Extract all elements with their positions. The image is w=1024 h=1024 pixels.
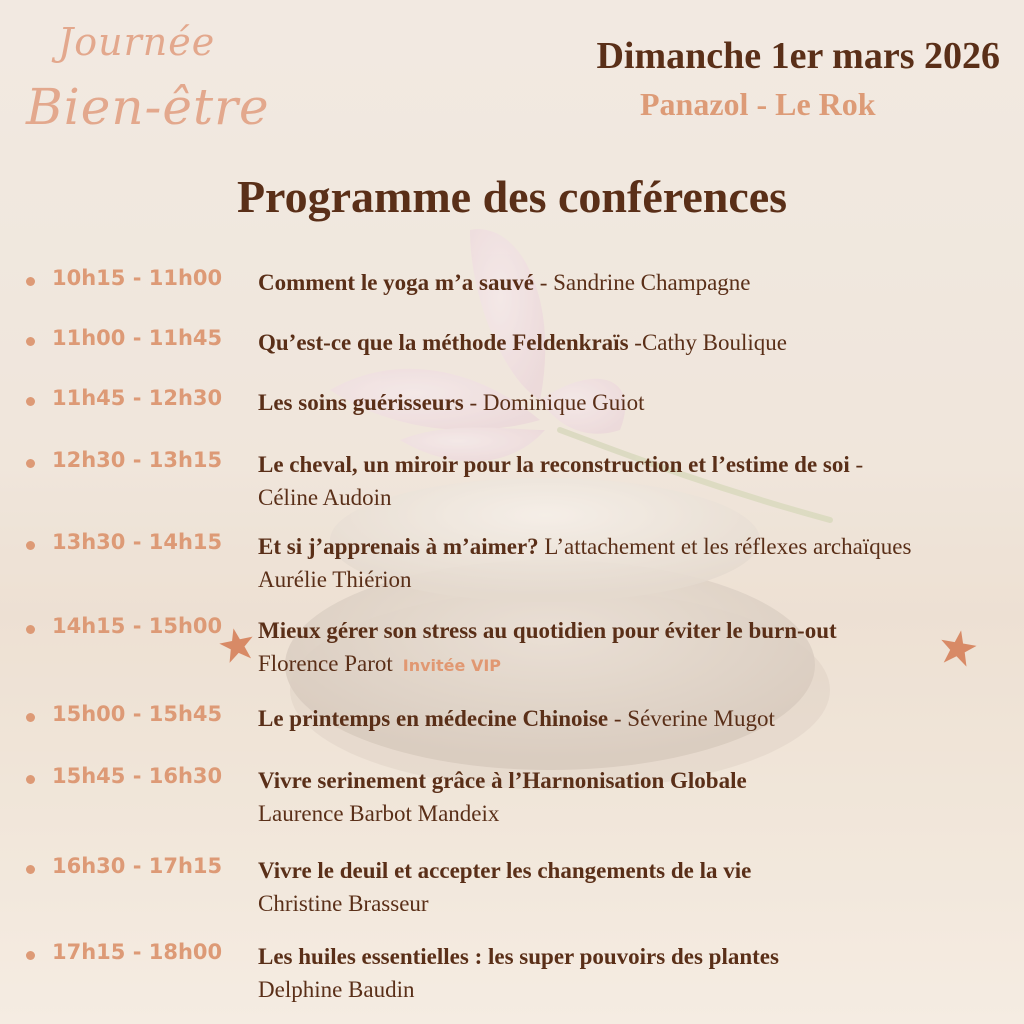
event-title-line1: Journée [58,20,216,64]
session-details [258,940,1024,1006]
session-details [258,764,1024,830]
session-details [258,386,1024,419]
bullet-icon [26,397,35,406]
session-details [258,266,1024,299]
session-separator: - [849,452,864,477]
session-time: 17h15 - 18h00 [52,940,223,964]
bullet-icon [26,713,35,722]
session-details [258,448,1024,514]
session-title: Comment le yoga m’a sauvé [258,270,534,295]
session-speaker: Florence Parot [258,651,393,676]
session-title: Qu’est-ce que la méthode Feldenkraïs [258,330,629,355]
session-time: 16h30 - 17h15 [52,854,223,878]
session-separator: - [463,390,483,415]
session-speaker: Cathy Boulique [641,330,787,355]
session-speaker: Sandrine Champagne [553,270,751,295]
session-separator: - [608,706,628,731]
session-time: 15h45 - 16h30 [52,764,223,788]
bullet-icon [26,541,35,550]
session-title: Et si j’apprenais à m’aimer? [258,534,539,559]
session-speaker: Séverine Mugot [627,706,775,731]
bullet-icon [26,337,35,346]
session-title: Vivre le deuil et accepter les changements de la vie [258,858,752,883]
session-time: 10h15 - 11h00 [52,266,223,290]
event-title-line2: Bien-être [26,78,270,136]
session-title: Les soins guérisseurs [258,390,464,415]
session-separator: - [533,270,554,295]
session-details [258,854,1024,920]
star-icon [938,628,978,668]
session-speaker: Céline Audoin [258,485,392,510]
session-details [258,530,1024,596]
session-title: Les huiles essentielles : les super pouvoirs des plantes [258,944,779,969]
session-speaker: Dominique Guiot [482,390,645,415]
session-speaker: Delphine Baudin [258,977,415,1002]
star-icon [218,626,256,664]
bullet-icon [26,277,35,286]
bullet-icon [26,775,35,784]
bullet-icon [26,459,35,468]
session-time: 15h00 - 15h45 [52,702,223,726]
session-time: 11h45 - 12h30 [52,386,223,410]
session-time: 14h15 - 15h00 [52,614,223,638]
session-title: Vivre serinement grâce à l’Harnonisation Globale [258,768,747,793]
session-details [258,702,1024,735]
session-separator: - [628,330,642,355]
bullet-icon [26,865,35,874]
session-time: 13h30 - 14h15 [52,530,223,554]
bullet-icon [26,625,35,634]
session-title: Mieux gérer son stress au quotidien pour éviter le burn-out [258,618,837,643]
session-title: Le printemps en médecine Chinoise [258,706,609,731]
program-title: Programme des conférences [236,171,788,222]
session-speaker: Christine Brasseur [258,891,429,916]
bullet-icon [26,951,35,960]
session-time: 11h00 - 11h45 [52,326,223,350]
session-details [258,326,1024,359]
event-date: Dimanche 1er mars 2026 [596,35,1000,77]
session-speaker: Aurélie Thiérion [258,567,412,592]
session-speaker: Laurence Barbot Mandeix [258,801,500,826]
session-details [258,614,1024,682]
session-subtitle: L’attachement et les réflexes archaïques [538,534,912,559]
vip-badge: Invitée VIP [402,656,502,675]
session-title: Le cheval, un miroir pour la reconstruction et l’estime de soi [258,452,850,477]
session-time: 12h30 - 13h15 [52,448,223,472]
event-location: Panazol - Le Rok [640,86,876,122]
